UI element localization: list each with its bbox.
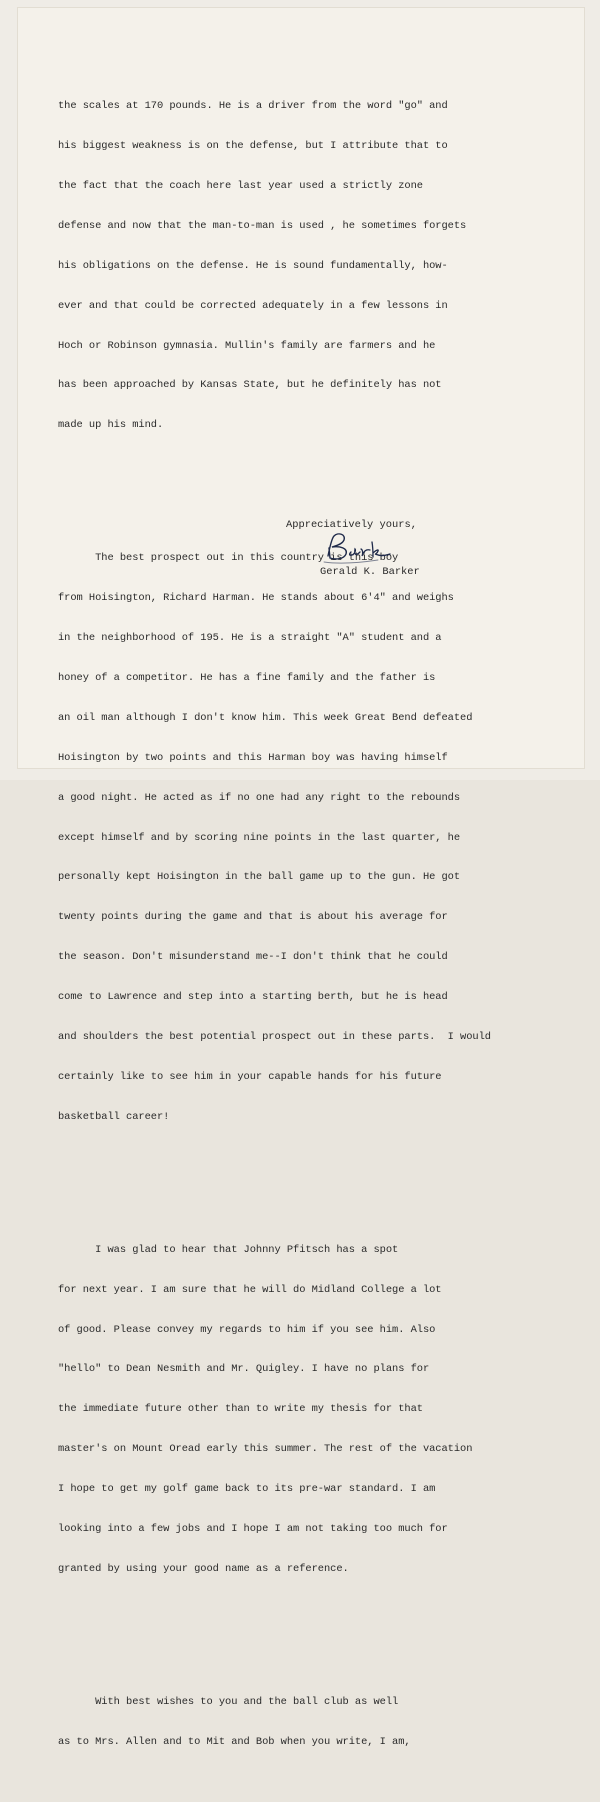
text-line: I was glad to hear that Johnny Pfitsch has a spot <box>58 1243 399 1256</box>
text-line: his obligations on the defense. He is sound fundamentally, how- <box>58 259 448 272</box>
text-line: granted by using your good name as a reference. <box>58 1562 349 1575</box>
text-line: ever and that could be corrected adequately in a few lessons in <box>58 299 448 312</box>
paragraph-gap <box>58 1177 578 1190</box>
text-line: of good. Please convey my regards to him if you see him. Also <box>58 1323 436 1336</box>
text-line: the immediate future other than to write my thesis for that <box>58 1403 423 1416</box>
paragraph-2 <box>58 526 578 1151</box>
text-line: The best prospect out in this country is this boy <box>58 552 399 565</box>
text-line: come to Lawrence and step into a starting berth, but he is head <box>58 991 448 1004</box>
paragraph-gap <box>58 1629 578 1642</box>
closing-line: Appreciatively yours, <box>286 519 417 531</box>
text-line: and shoulders the best potential prospect out in these parts. I would <box>58 1030 491 1043</box>
text-line: Hoisington by two points and this Harman boy was having himself <box>58 751 448 764</box>
text-line: for next year. I am sure that he will do Midland College a lot <box>58 1283 442 1296</box>
text-line: looking into a few jobs and I hope I am not taking too much for <box>58 1522 448 1535</box>
text-line: has been approached by Kansas State, but he definitely has not <box>58 379 442 392</box>
typed-signature-name: Gerald K. Barker <box>320 566 420 578</box>
text-line: as to Mrs. Allen and to Mit and Bob when you write, I am, <box>58 1735 411 1748</box>
text-line: certainly like to see him in your capable hands for his future <box>58 1070 442 1083</box>
paragraph-4 <box>58 1669 578 1775</box>
paragraph-1 <box>58 74 578 460</box>
text-line: defense and now that the man-to-man is used , he sometimes forgets <box>58 219 467 232</box>
paragraph-3 <box>58 1217 578 1603</box>
text-line: "hello" to Dean Nesmith and Mr. Quigley. I have no plans for <box>58 1363 430 1376</box>
text-line: With best wishes to you and the ball club as well <box>58 1695 399 1708</box>
text-line: honey of a competitor. He has a fine family and the father is <box>58 671 436 684</box>
text-line: basketball career! <box>58 1110 170 1123</box>
text-line: twenty points during the game and that is about his average for <box>58 911 448 924</box>
text-line: made up his mind. <box>58 419 164 432</box>
text-line: master's on Mount Oread early this summer. The rest of the vacation <box>58 1443 473 1456</box>
text-line: his biggest weakness is on the defense, but I attribute that to <box>58 140 448 153</box>
paragraph-gap <box>58 486 578 499</box>
text-line: the fact that the coach here last year used a strictly zone <box>58 179 423 192</box>
text-line: Hoch or Robinson gymnasia. Mullin's family are farmers and he <box>58 339 436 352</box>
text-line: I hope to get my golf game back to its pre-war standard. I am <box>58 1483 436 1496</box>
text-line: an oil man although I don't know him. This week Great Bend defeated <box>58 711 473 724</box>
text-line: the season. Don't misunderstand me--I don't think that he could <box>58 951 448 964</box>
text-line: in the neighborhood of 195. He is a straight "A" student and a <box>58 632 442 645</box>
letter-body <box>58 47 578 1802</box>
text-line: the scales at 170 pounds. He is a driver from the word "go" and <box>58 100 448 113</box>
text-line: except himself and by scoring nine points in the last quarter, he <box>58 831 461 844</box>
text-line: personally kept Hoisington in the ball game up to the gun. He got <box>58 871 461 884</box>
text-line: from Hoisington, Richard Harman. He stands about 6'4" and weighs <box>58 592 454 605</box>
text-line: a good night. He acted as if no one had any right to the rebounds <box>58 791 461 804</box>
